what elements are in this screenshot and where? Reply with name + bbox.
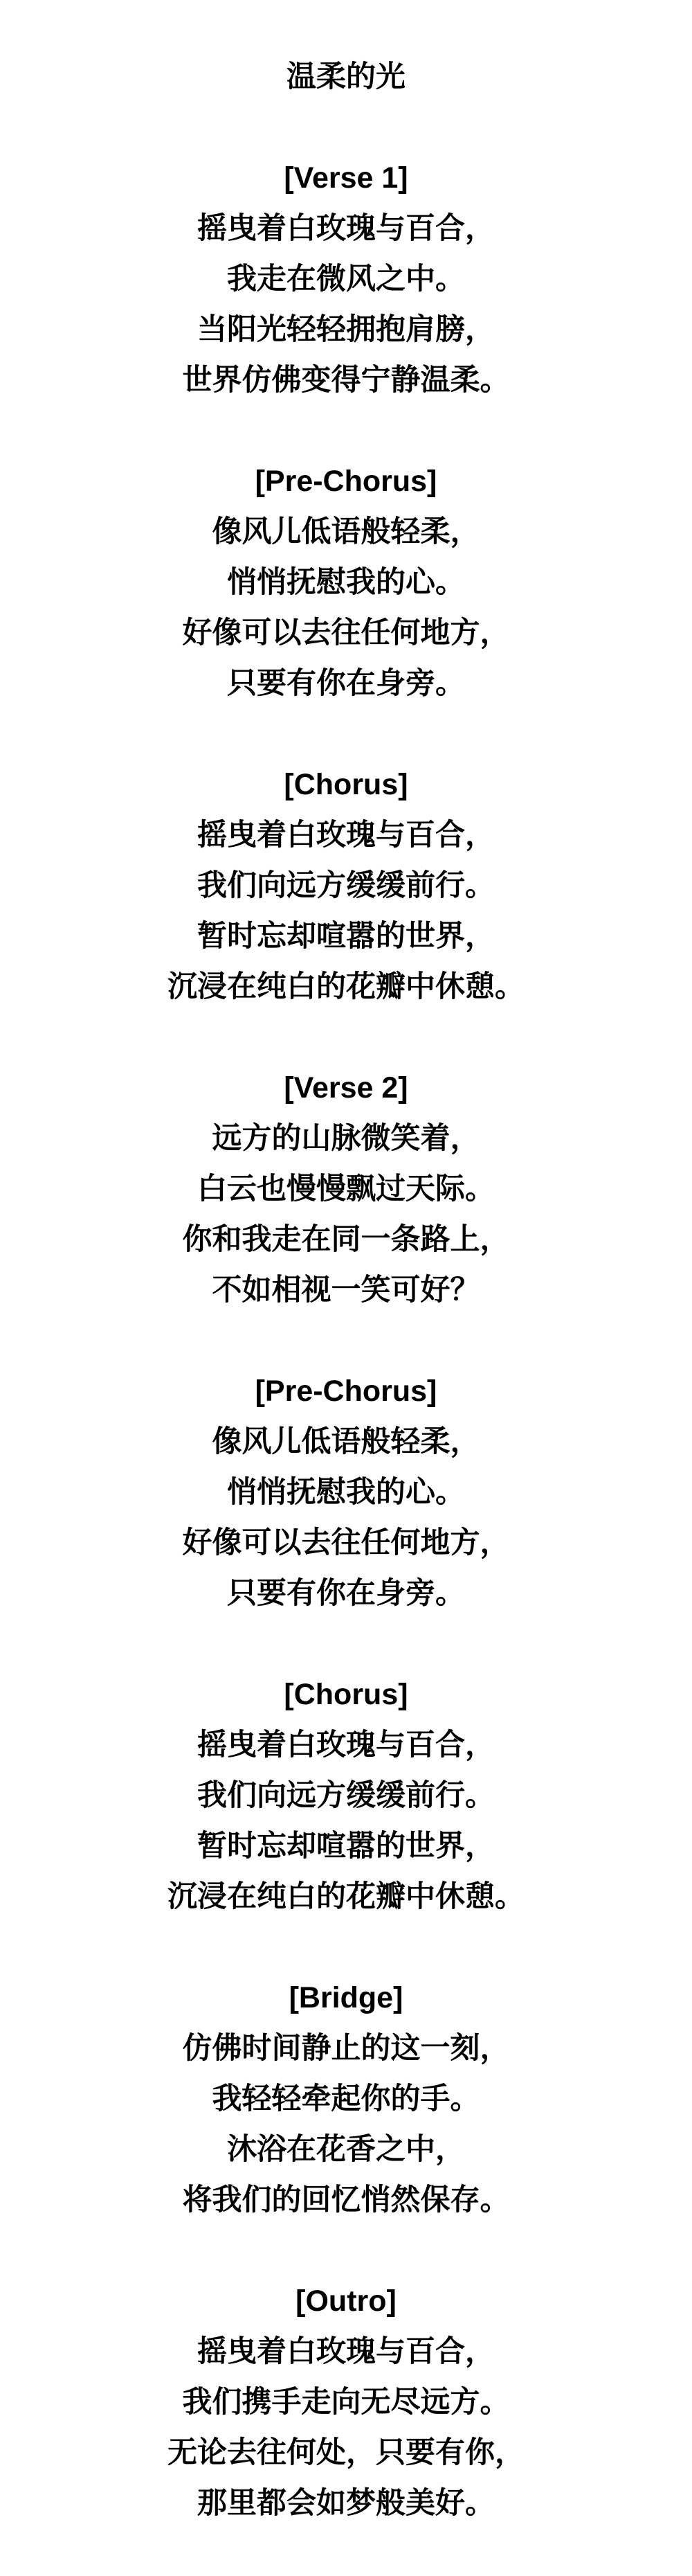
lyric-line: 好像可以去往任何地方， (182, 616, 510, 650)
lyric-line: 我们携手走向无尽远方。 (182, 2386, 510, 2419)
lyric-line: 沉浸在纯白的花瓣中休憩。 (167, 1880, 525, 1913)
section-label: [Bridge] (289, 1981, 403, 2014)
lyric-line: 摇曳着白玫瑰与百合， (197, 819, 495, 852)
section-label: [Verse 2] (284, 1071, 408, 1104)
lyric-line: 我们向远方缓缓前行。 (197, 1779, 495, 1812)
lyric-line: 只要有你在身旁。 (227, 667, 465, 700)
lyric-line: 将我们的回忆悄然保存。 (182, 2183, 510, 2217)
lyric-line: 好像可以去往任何地方， (182, 1526, 510, 1559)
section-label: [Verse 1] (284, 161, 408, 195)
lyric-line: 沐浴在花香之中， (227, 2133, 465, 2166)
lyric-line: 我走在微风之中。 (227, 262, 465, 296)
lyrics-section (0, 456, 692, 709)
lyrics-section (0, 1063, 692, 1316)
section-label: [Pre-Chorus] (255, 1375, 437, 1408)
lyric-line: 仿佛时间静止的这一刻， (182, 2032, 510, 2065)
lyrics-section (0, 1670, 692, 1922)
lyric-line: 摇曳着白玫瑰与百合， (197, 212, 495, 245)
lyric-line: 只要有你在身旁。 (227, 1577, 465, 1610)
lyric-line: 悄悄抚慰我的心。 (227, 1476, 465, 1509)
lyrics-section (0, 2276, 692, 2529)
lyric-line: 那里都会如梦般美好。 (197, 2487, 495, 2520)
lyric-line: 白云也慢慢飘过天际。 (197, 1172, 495, 1206)
lyric-line: 暂时忘却喧嚣的世界， (197, 920, 495, 953)
lyric-line: 暂时忘却喧嚣的世界， (197, 1830, 495, 1863)
lyric-line: 无论去往何处，只要有你， (167, 2436, 525, 2469)
lyrics-section (0, 1366, 692, 1619)
lyric-line: 你和我走在同一条路上， (182, 1223, 510, 1256)
lyric-line: 当阳光轻轻拥抱肩膀， (197, 313, 495, 346)
lyric-line: 像风儿低语般轻柔， (212, 515, 480, 548)
section-label: [Pre-Chorus] (255, 465, 437, 498)
lyric-line: 远方的山脉微笑着， (212, 1122, 480, 1155)
section-label: [Chorus] (284, 1678, 408, 1711)
section-label: [Outro] (295, 2284, 397, 2318)
section-label: [Chorus] (284, 768, 408, 801)
lyric-line: 摇曳着白玫瑰与百合， (197, 1728, 495, 1762)
song-title: 温柔的光 (286, 60, 406, 93)
lyric-line: 不如相视一笑可好？ (212, 1273, 480, 1307)
lyric-line: 世界仿佛变得宁静温柔。 (182, 364, 510, 397)
lyric-line: 像风儿低语般轻柔， (212, 1425, 480, 1458)
lyric-line: 摇曳着白玫瑰与百合， (197, 2335, 495, 2368)
lyrics-section (0, 760, 692, 1012)
lyrics-section (0, 153, 692, 406)
lyrics-sections (0, 153, 692, 2529)
lyric-line: 我轻轻牵起你的手。 (212, 2082, 480, 2116)
lyrics-section (0, 1973, 692, 2226)
lyric-line: 沉浸在纯白的花瓣中休憩。 (167, 970, 525, 1003)
lyric-line: 悄悄抚慰我的心。 (227, 566, 465, 599)
lyric-line: 我们向远方缓缓前行。 (197, 869, 495, 902)
